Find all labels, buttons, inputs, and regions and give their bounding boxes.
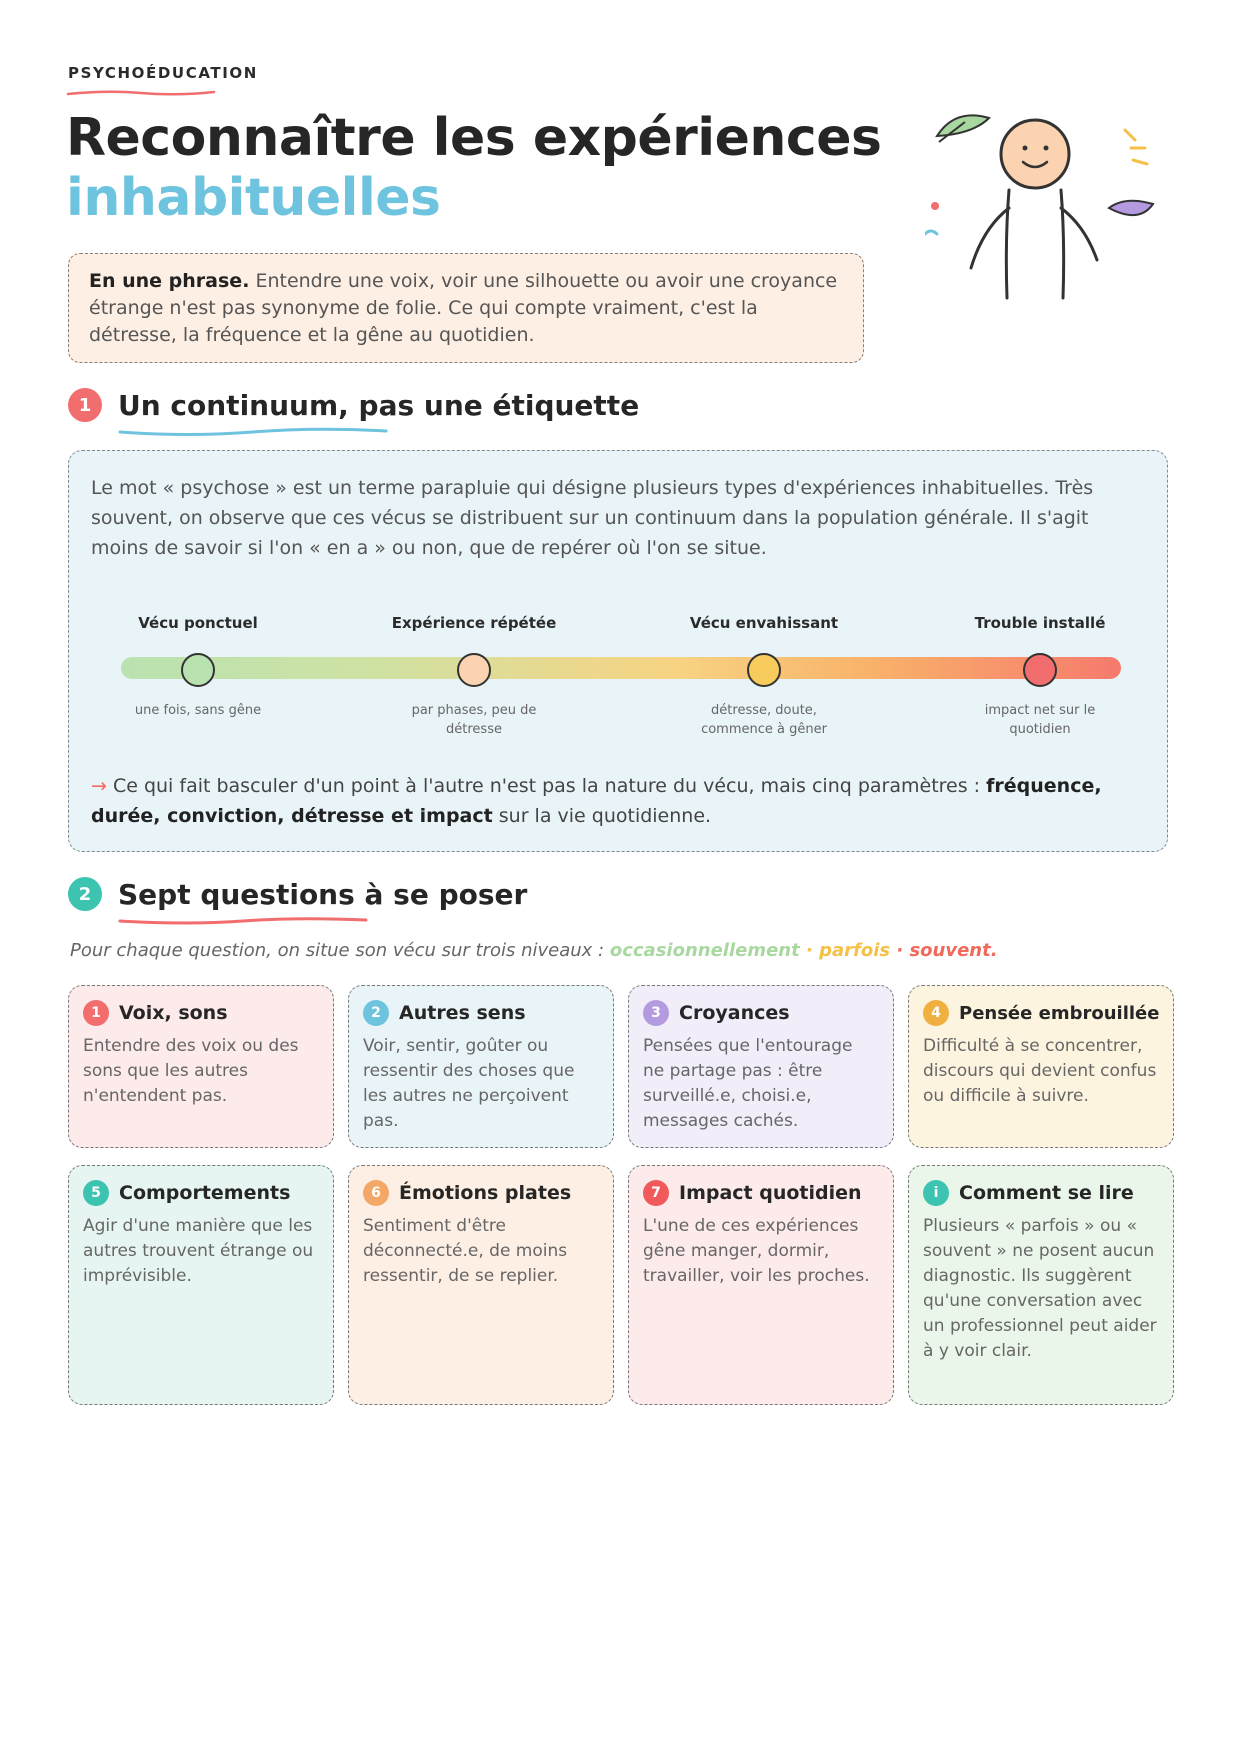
scale-end: . bbox=[990, 940, 998, 961]
card-5-badge: 5 bbox=[83, 1180, 109, 1206]
continuum-panel bbox=[68, 450, 1168, 852]
stage-marker-2 bbox=[457, 653, 491, 687]
section-2-badge: 2 bbox=[68, 877, 102, 911]
card-5-title: Comportements bbox=[119, 1182, 291, 1204]
stage-desc-4: impact net sur le quotidien bbox=[984, 703, 1096, 737]
eyebrow-label: PSYCHOÉDUCATION bbox=[68, 64, 258, 82]
section-2-underline bbox=[118, 915, 368, 927]
scale-prefix: Pour chaque question, on situe son vécu sur trois niveaux : bbox=[70, 940, 610, 961]
card-3-badge: 3 bbox=[643, 1000, 669, 1026]
question-card-voices bbox=[68, 985, 334, 1148]
sparkle-icon bbox=[1125, 130, 1147, 164]
summary-box bbox=[68, 253, 864, 363]
question-card-other-senses bbox=[348, 985, 614, 1148]
note-parameters: fréquence, durée, conviction, détresse et impact bbox=[91, 775, 1102, 827]
card-1-badge: 1 bbox=[83, 1000, 109, 1026]
section-1-title: Un continuum, pas une étiquette bbox=[118, 388, 640, 422]
eyebrow-underline bbox=[66, 88, 216, 98]
card-4-text: Difficulté à se concentrer, discours qui devient confus ou difficile à suivre. bbox=[923, 1036, 1157, 1106]
title-line-1: Reconnaître les expériences bbox=[66, 108, 882, 168]
level-separator-2: · bbox=[890, 940, 910, 961]
card-8-title: Comment se lire bbox=[959, 1182, 1134, 1204]
section-2-header bbox=[68, 874, 527, 914]
card-3-text: Pensées que l'entourage ne partage pas : être surveillé.e, choisi.e, messages cachés. bbox=[643, 1036, 853, 1131]
summary-lead: En une phrase. bbox=[89, 270, 250, 292]
note-end: sur la vie quotidienne. bbox=[492, 805, 712, 827]
question-card-behaviours bbox=[68, 1165, 334, 1405]
card-7-text: L'une de ces expériences gêne manger, dormir, travailler, voir les proches. bbox=[643, 1216, 870, 1286]
section-2-title: Sept questions à se poser bbox=[118, 877, 528, 911]
continuum-intro: Le mot « psychose » est un terme parapluie qui désigne plusieurs types d'expériences inhabituelles. Très souvent, on observe que ces vécus se distribuent sur un continuum dans la population générale. Il s'agit moins de savoir si l'on « en a » ou non, que de repérer où l'on se situe. bbox=[91, 477, 1094, 559]
info-icon: i bbox=[923, 1180, 949, 1206]
card-1-title: Voix, sons bbox=[119, 1002, 228, 1024]
question-card-confused-thinking bbox=[908, 985, 1174, 1148]
stage-desc-3: détresse, doute, commence à gêner bbox=[701, 703, 827, 737]
card-6-badge: 6 bbox=[363, 1180, 389, 1206]
card-3-title: Croyances bbox=[679, 1002, 790, 1024]
stage-label-4: Trouble installé bbox=[974, 614, 1106, 632]
level-often: souvent bbox=[909, 940, 991, 961]
stage-marker-3 bbox=[747, 653, 781, 687]
card-2-title: Autres sens bbox=[399, 1002, 526, 1024]
info-card-how-to-read bbox=[908, 1165, 1174, 1405]
continuum-note bbox=[91, 771, 1151, 831]
level-sometimes: parfois bbox=[819, 940, 891, 961]
level-occasionally: occasionnellement bbox=[609, 940, 800, 961]
card-8-text: Plusieurs « parfois » ou « souvent » ne posent aucun diagnostic. Ils suggèrent qu'une conversation avec un professionnel peut aider à y voir clair. bbox=[923, 1216, 1157, 1361]
card-7-title: Impact quotidien bbox=[679, 1182, 862, 1204]
stage-desc-2: par phases, peu de détresse bbox=[411, 703, 537, 737]
question-card-flat-emotions bbox=[348, 1165, 614, 1405]
card-2-text: Voir, sentir, goûter ou ressentir des choses que les autres ne perçoivent pas. bbox=[363, 1036, 575, 1131]
continuum-gradient-bar bbox=[121, 657, 1121, 679]
stick-figure-illustration bbox=[925, 100, 1175, 310]
head-shape bbox=[1001, 120, 1069, 188]
question-card-beliefs bbox=[628, 985, 894, 1148]
purple-blob-icon bbox=[1109, 201, 1153, 215]
card-4-title: Pensée embrouillée bbox=[959, 1002, 1160, 1024]
card-6-text: Sentiment d'être déconnecté.e, de moins ressentir, de se replier. bbox=[363, 1216, 568, 1286]
page-title bbox=[66, 108, 881, 228]
section-1-header bbox=[68, 385, 639, 425]
title-line-2: inhabituelles bbox=[66, 168, 441, 228]
card-2-badge: 2 bbox=[363, 1000, 389, 1026]
stage-marker-4 bbox=[1023, 653, 1057, 687]
blue-wave-doodle bbox=[925, 231, 937, 234]
note-text: Ce qui fait basculer d'un point à l'autre n'est pas la nature du vécu, mais cinq paramètres : bbox=[106, 775, 987, 797]
question-card-daily-impact bbox=[628, 1165, 894, 1405]
level-separator-1: · bbox=[799, 940, 820, 961]
arrow-icon: → bbox=[91, 775, 107, 797]
stage-label-3: Vécu envahissant bbox=[689, 614, 839, 632]
card-1-text: Entendre des voix ou des sons que les autres n'entendent pas. bbox=[83, 1036, 299, 1106]
card-6-title: Émotions plates bbox=[399, 1182, 572, 1204]
leaf-doodle-icon bbox=[937, 115, 989, 142]
card-7-badge: 7 bbox=[643, 1180, 669, 1206]
red-dot-doodle bbox=[931, 202, 939, 210]
stage-label-2: Expérience répétée bbox=[391, 614, 557, 632]
scale-explanation bbox=[70, 940, 998, 961]
card-5-text: Agir d'une manière que les autres trouvent étrange ou imprévisible. bbox=[83, 1216, 314, 1286]
summary-text: Entendre une voix, voir une silhouette ou avoir une croyance étrange n'est pas synonyme de folie. Ce qui compte vraiment, c'est la détresse, la fréquence et la gêne au quotidien. bbox=[89, 270, 838, 346]
section-1-underline bbox=[118, 426, 388, 438]
stage-label-1: Vécu ponctuel bbox=[138, 614, 258, 632]
stage-desc-1: une fois, sans gêne bbox=[134, 703, 262, 718]
section-1-badge: 1 bbox=[68, 388, 102, 422]
card-4-badge: 4 bbox=[923, 1000, 949, 1026]
stage-marker-1 bbox=[181, 653, 215, 687]
